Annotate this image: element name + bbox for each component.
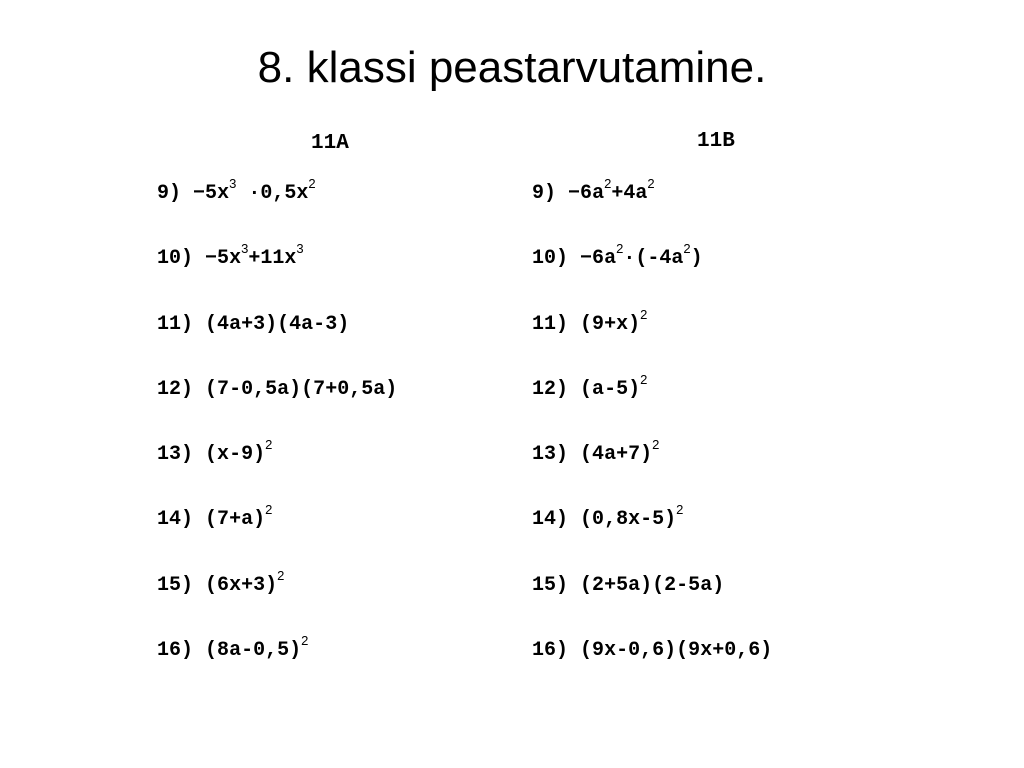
exercise-expression: (4a+3)(4a-3) xyxy=(205,312,350,336)
exercise-item xyxy=(157,242,397,307)
exponent: 2 xyxy=(683,241,691,257)
exponent: 3 xyxy=(241,241,249,257)
exponent: 2 xyxy=(308,176,316,191)
exercise-number: 16) xyxy=(157,639,194,663)
exponent: 2 xyxy=(647,176,655,191)
exercise-number: 10) xyxy=(157,247,194,271)
exercise-number: 13) xyxy=(157,443,194,467)
exercise-number: 14) xyxy=(157,508,194,532)
exercise-expression: $(8a-0,5)^2$ xyxy=(205,633,309,663)
exercise-item xyxy=(532,308,772,373)
exercise-item xyxy=(157,634,397,699)
exponent: 2 xyxy=(265,437,273,453)
exercise-number: 13) xyxy=(532,443,569,467)
exercise-item xyxy=(157,438,397,503)
exercise-item xyxy=(157,503,397,568)
exponent: 2 xyxy=(604,176,612,191)
exercise-expression: (2+5a)(2-5a) xyxy=(580,573,725,597)
exercise-item xyxy=(532,438,772,503)
exercise-expression: $(x-9)^2$ xyxy=(205,437,273,467)
exponent: 2 xyxy=(277,567,285,583)
exponent: 2 xyxy=(640,371,648,387)
exercise-expression: $-5x^3+11x^3$ xyxy=(205,241,304,271)
exercise-item xyxy=(532,177,772,242)
exponent: 2 xyxy=(640,306,648,322)
exercise-item xyxy=(532,569,772,634)
exercise-number: 14) xyxy=(532,508,569,532)
exponent: 2 xyxy=(265,502,273,518)
exercise-expression: (7-0,5a)(7+0,5a) xyxy=(205,377,398,401)
exercise-list-11a xyxy=(157,177,397,699)
exercise-list-11b xyxy=(532,177,772,699)
exercise-number: 12) xyxy=(532,377,569,401)
exercise-item xyxy=(157,177,397,242)
exercise-item xyxy=(532,503,772,568)
exercise-number: 11) xyxy=(157,312,194,336)
exercise-expression: $(9+x)^2$ xyxy=(580,306,648,336)
exercise-number: 10) xyxy=(532,247,569,271)
exercise-expression: (9x-0,6)(9x+0,6) xyxy=(580,639,773,663)
exercise-expression: $(4a+7)^2$ xyxy=(580,437,660,467)
exponent: 2 xyxy=(616,241,624,257)
exercise-number: 11) xyxy=(532,312,569,336)
exercise-expression: $(a-5)^2$ xyxy=(580,371,648,401)
exercise-expression: $-6a^2+4a^2$ xyxy=(568,176,655,205)
exercise-expression: $(0,8x-5)^2$ xyxy=(580,502,684,532)
exercise-number: 15) xyxy=(532,573,569,597)
exercise-number: 9) xyxy=(157,182,182,205)
exponent: 2 xyxy=(301,633,309,649)
exponent: 3 xyxy=(229,176,237,191)
exercise-item xyxy=(532,242,772,307)
exercise-number: 12) xyxy=(157,377,194,401)
exercise-number: 16) xyxy=(532,639,569,663)
exercise-expression: $(6x+3)^2$ xyxy=(205,567,285,597)
exercise-expression: $-6a^2\cdot(-4a^2)$ xyxy=(580,241,703,271)
exercise-expression: $(7+a)^2$ xyxy=(205,502,273,532)
exercise-item xyxy=(157,373,397,438)
column-heading-11b: 11B xyxy=(697,130,735,153)
column-heading-11a: 11A xyxy=(311,132,349,155)
exercise-item xyxy=(532,634,772,699)
exponent: 2 xyxy=(676,502,684,518)
slide-title: 8. klassi peastarvutamine. xyxy=(257,43,767,92)
exponent: 3 xyxy=(296,241,304,257)
exercise-item xyxy=(157,308,397,373)
exercise-expression: $-5x^3 \cdot 0,5x^2$ xyxy=(193,176,316,205)
exercise-number: 15) xyxy=(157,573,194,597)
exercise-item xyxy=(157,569,397,634)
exercise-item xyxy=(532,373,772,438)
exponent: 2 xyxy=(652,437,660,453)
exercise-number: 9) xyxy=(532,182,557,205)
